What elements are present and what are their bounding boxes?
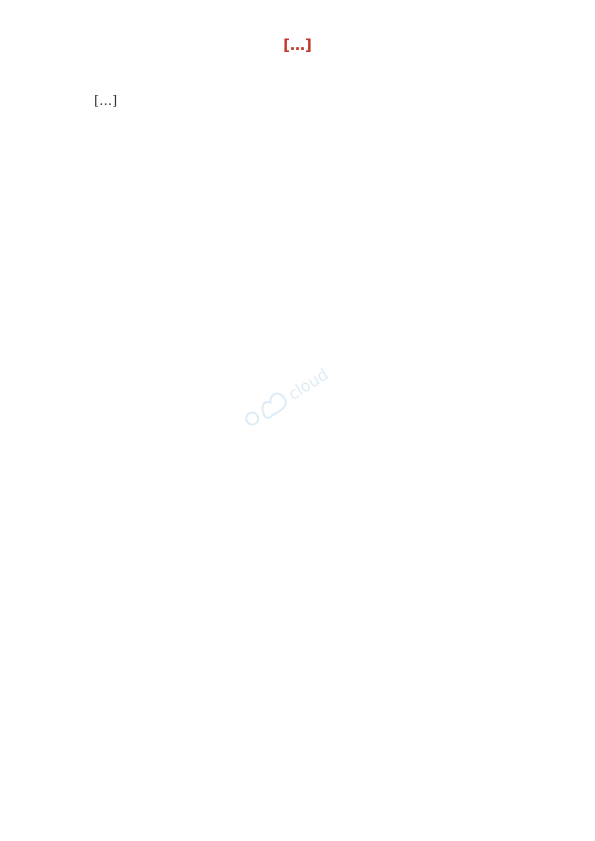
watermark-text: cloud <box>284 364 332 404</box>
document-title: […] <box>283 36 312 54</box>
body-paragraph: […] <box>94 94 118 109</box>
document-body <box>68 88 528 115</box>
cloud-logo-icon <box>234 346 348 438</box>
